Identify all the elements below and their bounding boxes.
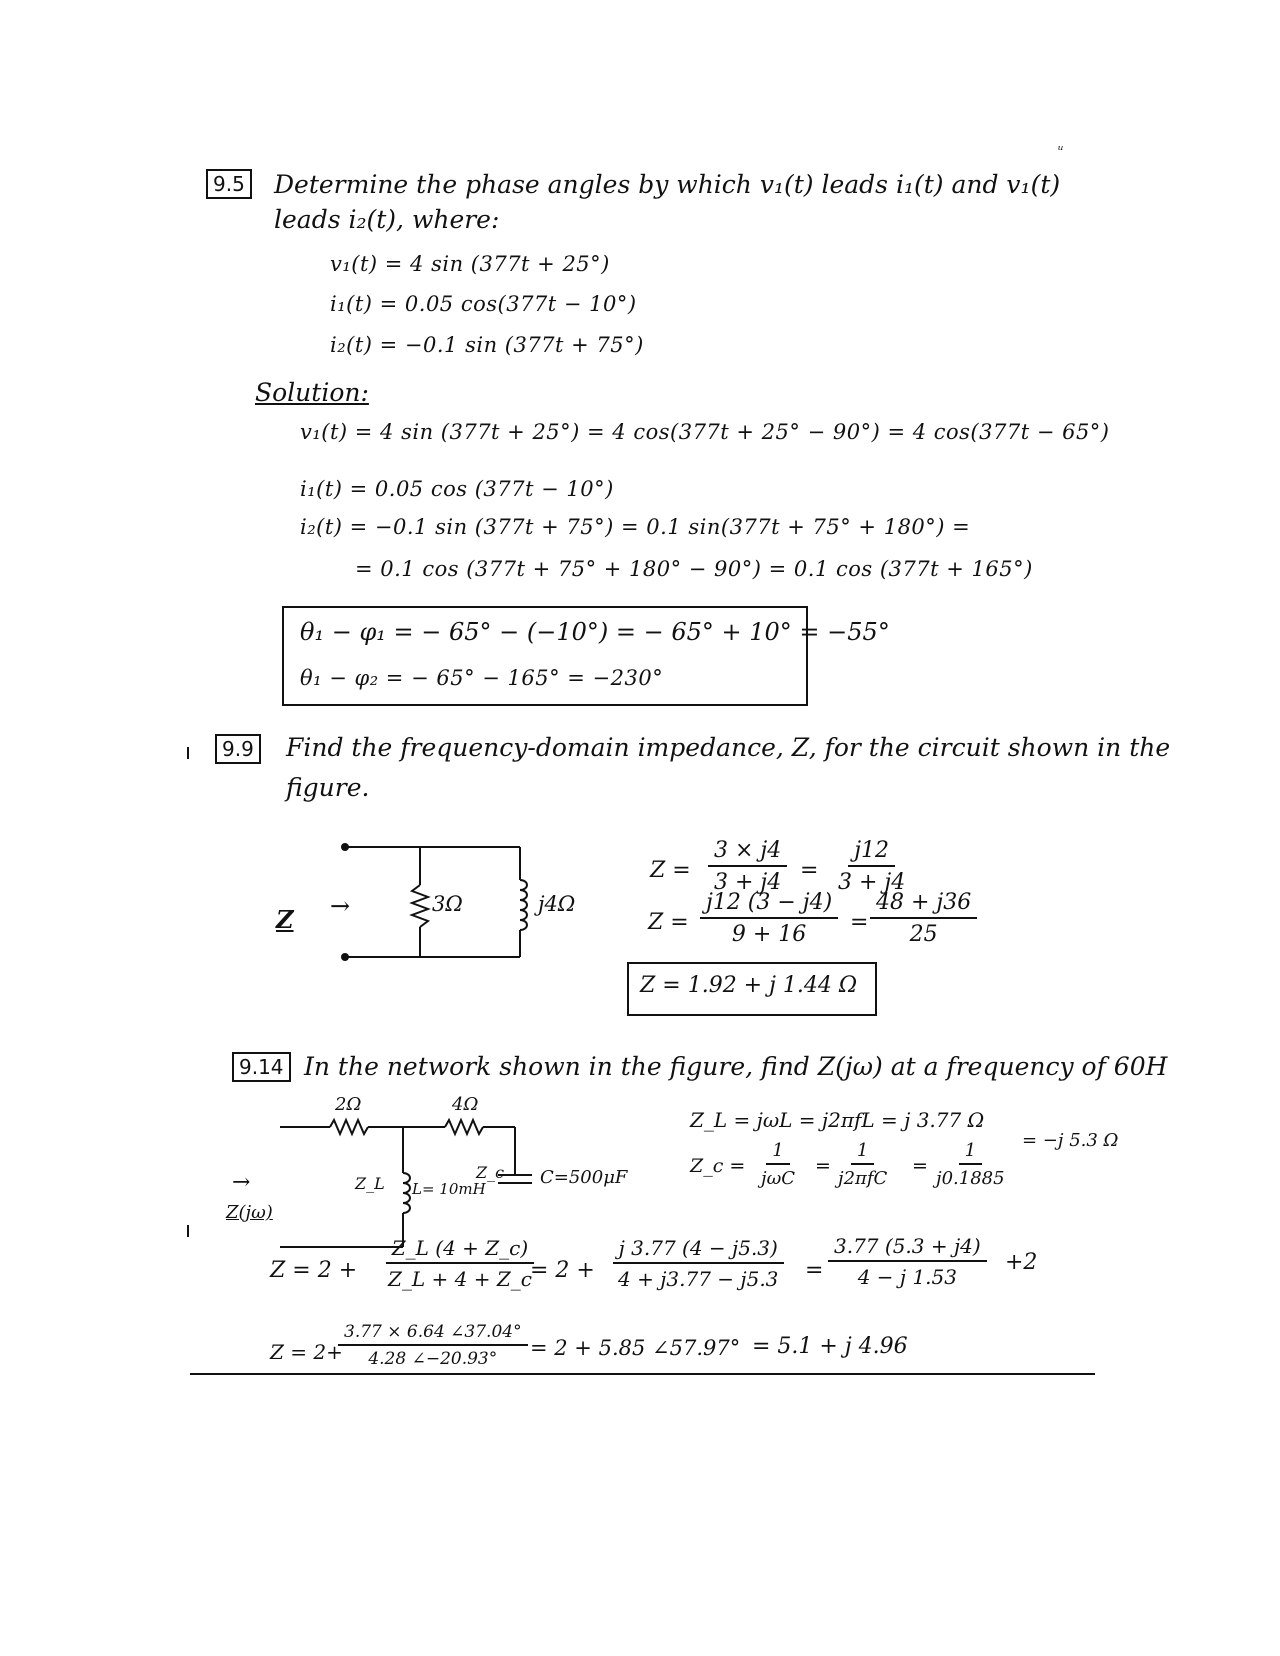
problem-number-9-9: 9.9 [215, 734, 261, 764]
circuit-9-9-arrow: → [330, 892, 351, 920]
zc-f3-num: 1 [959, 1140, 982, 1165]
z-eq-fraction-2 [612, 1236, 784, 1291]
zc-fraction-3 [930, 1140, 1011, 1189]
zc-f1-den: jωC [761, 1168, 796, 1189]
problem-number-9-14: 9.14 [232, 1052, 291, 1082]
given-i2: i₂(t) = −0.1 sin (377t + 75°) [330, 333, 644, 357]
zc-eq2: = [912, 1155, 928, 1177]
z-final-mid: = 2 + 5.85 ∠57.97° [530, 1336, 741, 1360]
eq1-equals: = [800, 858, 819, 883]
problem-9-5-statement-line2: leads i₂(t), where: [274, 205, 500, 234]
z-final-den: 4.28 ∠−20.93° [368, 1349, 498, 1369]
eq2-fraction-2 [870, 890, 977, 947]
zc-fraction-1 [755, 1140, 801, 1189]
bottom-rule [190, 1373, 1095, 1375]
circuit-9-14-zl-label: Z_L [355, 1174, 385, 1193]
z-eq-f1-num: Z_L (4 + Z_c) [386, 1236, 534, 1264]
z-final-result: = 5.1 + j 4.96 [752, 1334, 908, 1359]
z-eq-f3-num: 3.77 (5.3 + j4) [828, 1234, 987, 1262]
circuit-9-14-zc-label: Z_c [476, 1163, 505, 1182]
zc-fraction-2 [832, 1140, 893, 1189]
solution-step-i2-cont: = 0.1 cos (377t + 75° + 180° − 90°) = 0.1 cos (377t + 165°) [355, 557, 1033, 581]
circuit-9-9-inductor-label: j4Ω [538, 892, 576, 916]
z-eq-f3-den: 4 − j 1.53 [857, 1265, 957, 1289]
circuit-9-14-r1-label: 2Ω [335, 1094, 362, 1115]
circuit-9-9-z-label: Z [276, 905, 294, 934]
zc-eq1: = [815, 1155, 831, 1177]
solution-step-v1: v₁(t) = 4 sin (377t + 25°) = 4 cos(377t + 25° − 90°) = 4 cos(377t − 65°) [300, 420, 1110, 444]
z-eq-equals: = [805, 1258, 824, 1283]
eq1-den2: 3 + j4 [838, 870, 906, 895]
margin-tick [187, 747, 189, 759]
circuit-9-9-resistor-label: 3Ω [432, 892, 463, 916]
solution-label: Solution: [255, 378, 369, 407]
problem-number-9-5: 9.5 [206, 169, 252, 199]
eq2-fraction-1 [700, 890, 838, 947]
circuit-9-14-zjw-label: Z(jω) [226, 1202, 273, 1223]
z-eq-f2-num: j 3.77 (4 − j5.3) [613, 1236, 784, 1264]
solution-step-i2: i₂(t) = −0.1 sin (377t + 75°) = 0.1 sin(377t + 75° + 180°) = [300, 515, 971, 539]
circuit-9-14-r2-label: 4Ω [452, 1094, 479, 1115]
zc-f1-num: 1 [766, 1140, 789, 1165]
eq2-num1: j12 (3 − j4) [700, 890, 838, 919]
z-eq-lhs: Z = 2 + [270, 1258, 358, 1283]
circuit-9-14-arrow: → [232, 1170, 251, 1195]
z-eq-f2-den: 4 + j3.77 − j5.3 [618, 1267, 779, 1291]
eq2-lhs: Z = [648, 910, 689, 935]
eq1-den1: 3 + j4 [714, 870, 782, 895]
given-v1: v₁(t) = 4 sin (377t + 25°) [330, 252, 610, 276]
answer-9-9: Z = 1.92 + j 1.44 Ω [640, 973, 858, 998]
eq2-num2: 48 + j36 [870, 890, 977, 919]
z-eq-tail: +2 [1005, 1250, 1038, 1275]
eq2-den1: 9 + 16 [731, 922, 807, 947]
answer-9-5-line1: θ₁ − φ₁ = − 65° − (−10°) = − 65° + 10° = −55° [300, 618, 890, 646]
eq1-fraction-1 [708, 838, 787, 895]
eq1-fraction-2 [832, 838, 911, 895]
corner-mark: ᵤ [1058, 138, 1064, 154]
z-final-lhs: Z = 2+ [270, 1340, 343, 1364]
problem-9-9-statement-line1: Find the frequency-domain impedance, Z, for the circuit shown in the [286, 733, 1171, 762]
z-eq-fraction-1 [382, 1236, 538, 1291]
zc-tail: = −j 5.3 Ω [1022, 1130, 1119, 1151]
solution-step-i1: i₁(t) = 0.05 cos (377t − 10°) [300, 477, 614, 501]
circuit-9-14-c-label: C=500μF [540, 1167, 628, 1188]
problem-9-9-statement-line2: figure. [286, 773, 370, 802]
z-eq-fraction-3 [828, 1234, 987, 1289]
zc-f3-den: j0.1885 [936, 1168, 1005, 1189]
margin-tick-2 [187, 1225, 189, 1237]
zc-f2-num: 1 [851, 1140, 874, 1165]
answer-9-5-line2: θ₁ − φ₂ = − 65° − 165° = −230° [300, 666, 664, 690]
given-i1: i₁(t) = 0.05 cos(377t − 10°) [330, 292, 637, 316]
z-eq-mid: = 2 + [530, 1258, 595, 1283]
problem-9-5-statement-line1: Determine the phase angles by which v₁(t) leads i₁(t) and v₁(t) [274, 170, 1061, 199]
z-final-fraction [338, 1322, 528, 1369]
z-eq-f1-den: Z_L + 4 + Z_c [388, 1267, 532, 1291]
eq2-equals: = [850, 910, 869, 935]
z-final-num: 3.77 × 6.64 ∠37.04° [338, 1322, 528, 1346]
eq1-num1: 3 × j4 [708, 838, 787, 867]
zc-lhs: Z_c = [690, 1155, 746, 1177]
eq1-lhs: Z = [650, 858, 691, 883]
zc-f2-den: j2πfC [838, 1168, 888, 1189]
circuit-9-14-l-label: L= 10mH [412, 1180, 486, 1198]
zl-equation: Z_L = jωL = j2πfL = j 3.77 Ω [690, 1108, 985, 1132]
eq1-num2: j12 [848, 838, 895, 867]
problem-9-14-statement: In the network shown in the figure, find Z(jω) at a frequency of 60H [304, 1052, 1168, 1081]
eq2-den2: 25 [909, 922, 938, 947]
